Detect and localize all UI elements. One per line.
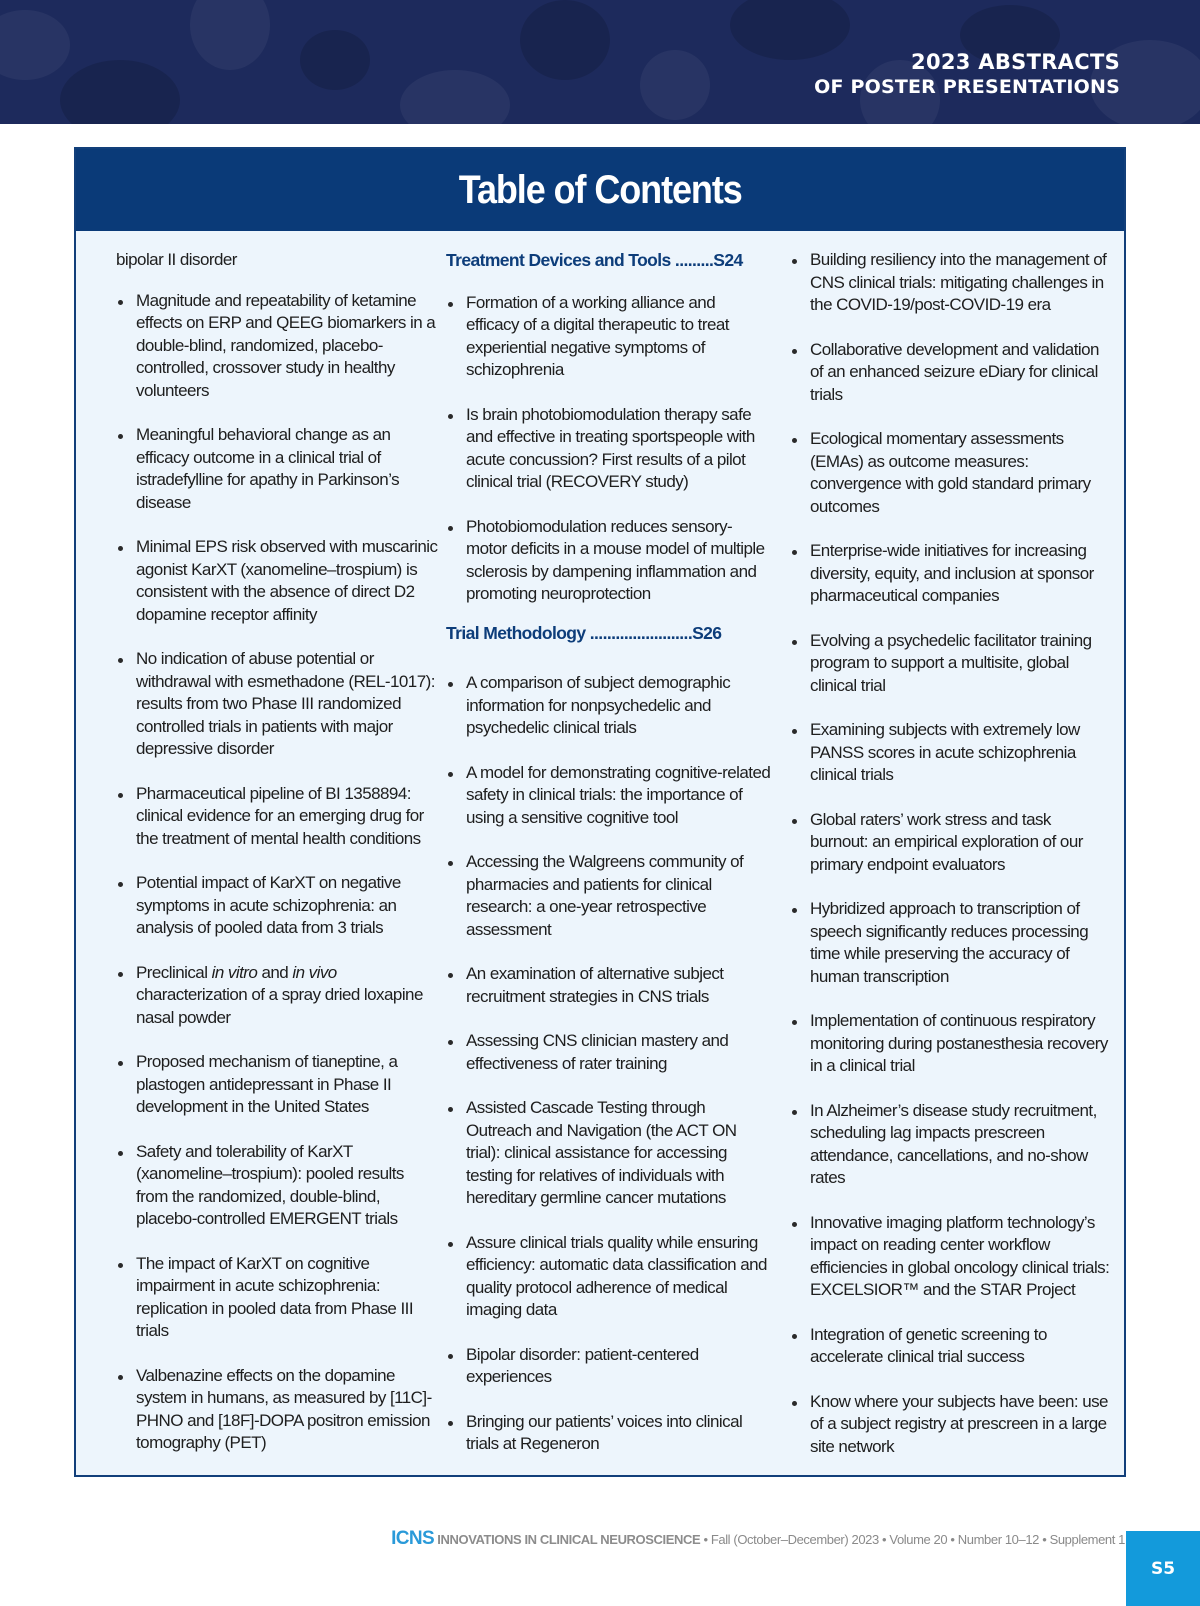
toc-list — [790, 249, 1110, 1458]
page-footer — [0, 1528, 1125, 1558]
toc-item: A model for demonstrating cognitive-related safety in clinical trials: the importance of using a sensitive cognitive tool — [446, 762, 772, 830]
toc-item: Preclinical in vitro and in vivo characterization of a spray dried loxapine nasal powder — [116, 962, 438, 1030]
toc-box — [74, 147, 1126, 1477]
toc-list — [446, 292, 772, 606]
toc-item: Bipolar disorder: patient-centered experiences — [446, 1344, 772, 1389]
toc-column-3 — [790, 249, 1110, 1480]
continued-entry: bipolar II disorder — [116, 250, 237, 269]
toc-item: Bringing our patients’ voices into clinical trials at Regeneron — [446, 1411, 772, 1456]
banner-texture — [300, 30, 370, 90]
toc-item: Collaborative development and validation of an enhanced seizure eDiary for clinical trials — [790, 339, 1110, 407]
banner-texture — [190, 0, 270, 70]
toc-item: Assisted Cascade Testing through Outreach and Navigation (the ACT ON trial): clinical assistance for accessing testing for relatives of individuals with hereditary germline cancer mutations — [446, 1097, 772, 1210]
section-heading-trial-methodology: Trial Methodology ........................S26 — [446, 622, 722, 643]
toc-item: A comparison of subject demographic information for nonpsychedelic and psychedelic clinical trials — [446, 672, 772, 740]
toc-item: Minimal EPS risk observed with muscarinic agonist KarXT (xanomeline–trospium) is consistent with the absence of direct D2 dopamine receptor affinity — [116, 536, 438, 626]
toc-item: The impact of KarXT on cognitive impairment in acute schizophrenia: replication in pooled data from Phase III trials — [116, 1253, 438, 1343]
banner-texture — [400, 70, 510, 124]
toc-title: Table of Contents — [458, 167, 742, 212]
header-banner — [0, 0, 1200, 124]
toc-item: Building resiliency into the management of CNS clinical trials: mitigating challenges in the COVID-19/post-COVID-19 era — [790, 249, 1110, 317]
publication-title-line1: 2023 ABSTRACTS — [911, 50, 1120, 74]
toc-item: Integration of genetic screening to accelerate clinical trial success — [790, 1324, 1110, 1369]
toc-item: Assure clinical trials quality while ensuring efficiency: automatic data classification and quality protocol adherence of medical imaging data — [446, 1232, 772, 1322]
issue-info: • Fall (October–December) 2023 • Volume 20 • Number 10–12 • Supplement 1 — [700, 1532, 1125, 1547]
toc-item: Examining subjects with extremely low PANSS scores in acute schizophrenia clinical trials — [790, 719, 1110, 787]
toc-item: Enterprise-wide initiatives for increasing diversity, equity, and inclusion at sponsor pharmaceutical companies — [790, 540, 1110, 608]
toc-column-1 — [116, 249, 438, 1477]
toc-item: Formation of a working alliance and efficacy of a digital therapeutic to treat experiential negative symptoms of schizophrenia — [446, 292, 772, 382]
publication-title — [814, 50, 1120, 100]
banner-texture — [520, 0, 610, 80]
toc-item: Implementation of continuous respiratory monitoring during postanesthesia recovery in a clinical trial — [790, 1010, 1110, 1078]
toc-item: Evolving a psychedelic facilitator training program to support a multisite, global clinical trial — [790, 630, 1110, 698]
toc-item: In Alzheimer’s disease study recruitment, scheduling lag impacts prescreen attendance, cancellations, and no-show rates — [790, 1100, 1110, 1190]
toc-item: Meaningful behavioral change as an efficacy outcome in a clinical trial of istradefylline for apathy in Parkinson’s disease — [116, 424, 438, 514]
toc-item: Safety and tolerability of KarXT (xanomeline–trospium): pooled results from the randomized, double-blind, placebo-controlled EMERGENT trials — [116, 1141, 438, 1231]
toc-item: Is brain photobiomodulation therapy safe and effective in treating sportspeople with acute concussion? First results of a pilot clinical trial (RECOVERY study) — [446, 404, 772, 494]
toc-header — [76, 149, 1124, 231]
toc-item: An examination of alternative subject recruitment strategies in CNS trials — [446, 963, 772, 1008]
toc-item: Valbenazine effects on the dopamine system in humans, as measured by [11C]-PHNO and [18F]-DOPA positron emission tomography (PET) — [116, 1365, 438, 1455]
toc-item: Magnitude and repeatability of ketamine effects on ERP and QEEG biomarkers in a double-blind, randomized, placebo-controlled, crossover study in healthy volunteers — [116, 290, 438, 403]
publication-title-line2: OF POSTER PRESENTATIONS — [814, 76, 1120, 98]
toc-column-2 — [446, 249, 772, 1478]
banner-texture — [0, 10, 70, 80]
toc-list — [446, 672, 772, 1456]
toc-item: Photobiomodulation reduces sensory-motor deficits in a mouse model of multiple sclerosis by dampening inflammation and promoting neuroprotection — [446, 516, 772, 606]
toc-item: Know where your subjects have been: use of a subject registry at prescreen in a large site network — [790, 1391, 1110, 1459]
toc-item: Proposed mechanism of tianeptine, a plastogen antidepressant in Phase II development in the United States — [116, 1051, 438, 1119]
toc-item: Ecological momentary assessments (EMAs) as outcome measures: convergence with gold standard primary outcomes — [790, 428, 1110, 518]
toc-item: Hybridized approach to transcription of speech significantly reduces processing time while preserving the accuracy of human transcription — [790, 898, 1110, 988]
toc-item: Innovative imaging platform technology’s impact on reading center workflow efficiencies in global oncology clinical trials: EXCELSIOR™ and the STAR Project — [790, 1212, 1110, 1302]
journal-logo: ICNS — [391, 1528, 435, 1549]
journal-name: INNOVATIONS IN CLINICAL NEUROSCIENCE — [437, 1532, 701, 1547]
section-heading-treatment-devices: Treatment Devices and Tools .........S24 — [446, 250, 743, 270]
toc-list — [116, 290, 438, 1455]
toc-item: Potential impact of KarXT on negative symptoms in acute schizophrenia: an analysis of pooled data from 3 trials — [116, 872, 438, 940]
toc-item: No indication of abuse potential or withdrawal with esmethadone (REL-1017): results from two Phase III randomized controlled trials in patients with major depressive disorder — [116, 648, 438, 761]
toc-item: Global raters’ work stress and task burnout: an empirical exploration of our primary endpoint evaluators — [790, 809, 1110, 877]
toc-item: Pharmaceutical pipeline of BI 1358894: clinical evidence for an emerging drug for the treatment of mental health conditions — [116, 783, 438, 851]
banner-texture — [640, 50, 710, 120]
banner-texture — [60, 60, 180, 124]
toc-item: Assessing CNS clinician mastery and effectiveness of rater training — [446, 1030, 772, 1075]
page-number: S5 — [1126, 1531, 1200, 1606]
toc-item: Accessing the Walgreens community of pharmacies and patients for clinical research: a one-year retrospective assessment — [446, 851, 772, 941]
